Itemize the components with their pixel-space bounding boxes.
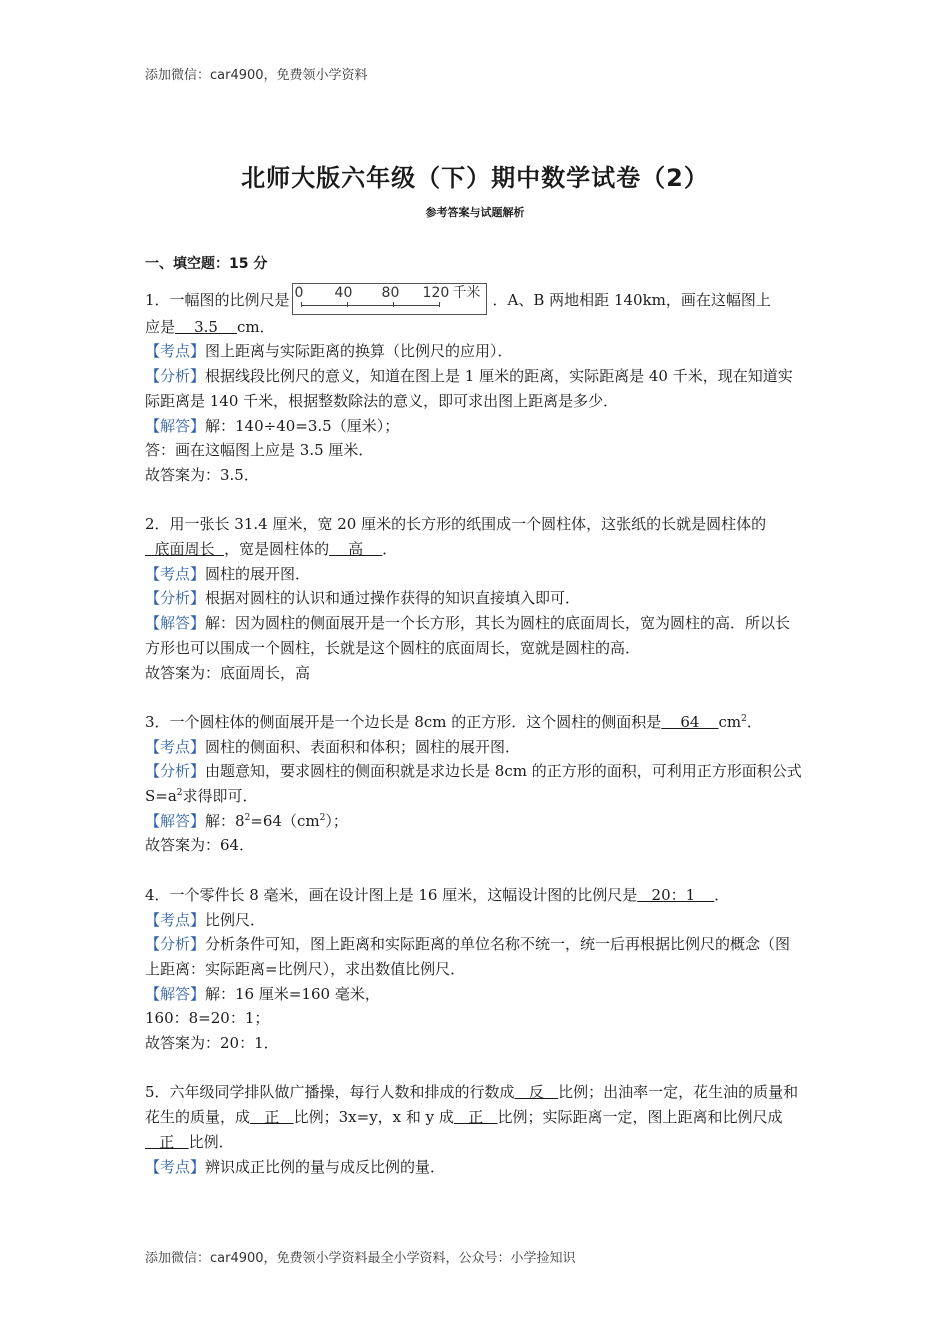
answer-blank: 正 bbox=[453, 1108, 498, 1127]
header-note: 添加微信：car4900，免费领小学资料 bbox=[145, 68, 368, 83]
fenxi: 【分析】由题意知，要求圆柱的侧面积就是求边长是 8cm 的正方形的面积，可利用正方形面积公式 $S=a^2$求得即可． bbox=[145, 762, 802, 806]
fenxi: 【分析】分析条件可知，图上距离和实际距离的单位名称不统一，统一后再根据比例尺的概念（图上距离：实际距离=比例尺），求出数值比例尺． bbox=[145, 935, 791, 978]
jieda: 【解答】解：16 厘米=160 毫米， bbox=[145, 984, 380, 1003]
answer-line: 故答案为：20：1． bbox=[145, 1034, 279, 1053]
footer-note: 添加微信：car4900，免费领小学资料最全小学资料，公众号：小学捡知识 bbox=[145, 1251, 576, 1266]
page-title: 北师大版六年级（下）期中数学试卷（2） bbox=[241, 164, 709, 192]
question-4-stem: 4．一个零件长 8 毫米，画在设计图上是 16 厘米，这幅设计图的比例尺是 20：1 ． bbox=[145, 885, 730, 904]
jieda: 【解答】解：因为圆柱的侧面展开是一个长方形，其长为圆柱的底面周长，宽为圆柱的高．所以长方形也可以围成一个圆柱，长就是这个圆柱的底面周长，宽就是圆柱的高． bbox=[145, 614, 791, 657]
answer-blank: 3.5 bbox=[175, 317, 238, 336]
content: 一、填空题：15 分 1．一幅图的比例尺是 0 40 80 120 千米 ．A、B 两地相距 140km，画在这幅图上 应是 3.5 cm． 【考点】图上距离与实际距离的换算（比例尺的应用）． 【分析】根据线段比例尺的意义，知道在图上是 1 厘米的距离，实际距离是 40 千米，现在知道实际距离是 140 千米，根据整数除法的意义，即可求出图上距离是多少． 【解答】解：140÷40=3.5（厘米）； 答：画在这幅图上应是 3.5 厘米． 故答案为：3.5． 2．用一张长 31.4 厘米，宽 20 厘米的长方形的纸围成一个圆柱体，这张纸的长就是圆柱体的 底面周长 ，宽是圆柱体的 高 ． 【考点】圆柱的展开图． 【分析】根据对圆柱的认识和通过操作获得的知识直接填入即可． 【解答】解：因为圆柱的侧面展开是一个长方形，其长为圆柱的底面周长，宽为圆柱的高．所以长方形也可以围成一个圆柱，长就是这个圆柱的底面周长，宽就是圆柱的高． 故答案为：底面周长，高 3．一个圆柱体的侧面展开是一个边长是 8cm 的正方形．这个圆柱的侧面积是 64 $cm^2$． 【考点】圆柱的侧面积、表面积和体积；圆柱的展开图． 【分析】由题意知，要求圆柱的侧面积就是求边长是 8cm 的正方形的面积，可利用正方形面积公式 $S=a^2$求得即可． 【解答】解：$8^2=64(cm^2)$； 故答案为：64． 4．一个零件长 8 毫米，画在设计图上是 16 厘米，这幅设计图的比例尺是 20：1 ． 【考点】比例尺． 【分析】分析条件可知，图上距离和实际距离的单位名称不统一，统一后再根据比例尺的概念（图上距离：实际距离=比例尺），求出数值比例尺． 【解答】解：16 厘米=160 毫米， 160：8=20：1； 故答案为：20：1． 5．六年级同学排队做广播操，每行人数和排成的行数成 反 比例；出油率一定，花生油的质量和花生的质量，成 正 比例；3x=y，x 和 y 成 正 比例；实际距离一定，图上距离和比例尺成 正 比例． 【考点】辨识成正比例的量与成反比例的量． bbox=[145, 252, 805, 1179]
answer-blank: 底面周长 bbox=[145, 540, 225, 559]
kaodian: 【考点】图上距离与实际距离的换算（比例尺的应用）． bbox=[145, 342, 513, 361]
answer-line: 故答案为：3.5． bbox=[145, 465, 259, 484]
scale-label: 120 bbox=[422, 284, 450, 301]
fenxi: 【分析】根据对圆柱的认识和通过操作获得的知识直接填入即可． bbox=[145, 589, 581, 608]
scale-bar-figure bbox=[292, 283, 487, 315]
kaodian: 【考点】比例尺． bbox=[145, 910, 266, 929]
scale-line bbox=[301, 305, 439, 306]
question-3-stem: 3．一个圆柱体的侧面展开是一个边长是 8cm 的正方形．这个圆柱的侧面积是 64 $cm^2$． bbox=[145, 712, 762, 731]
question-2-stem: 2．用一张长 31.4 厘米，宽 20 厘米的长方形的纸围成一个圆柱体，这张纸的长就是圆柱体的 底面周长 ，宽是圆柱体的 高 ． bbox=[145, 515, 767, 559]
fenxi: 【分析】根据线段比例尺的意义，知道在图上是 1 厘米的距离，实际距离是 40 千米，现在知道实际距离是 140 千米，根据整数除法的意义，即可求出图上距离是多少． bbox=[145, 367, 793, 410]
answer-blank: 64 bbox=[661, 712, 719, 731]
question-5-stem: 5．六年级同学排队做广播操，每行人数和排成的行数成 反 比例；出油率一定，花生油的质量和花生的质量，成 正 比例；3x=y，x 和 y 成 正 比例；实际距离一定，图上距离和比例尺成 正 比例． bbox=[145, 1083, 799, 1151]
page-subtitle: 参考答案与试题解析 bbox=[425, 206, 525, 219]
scale-tick bbox=[347, 302, 348, 307]
section-heading: 一、填空题：15 分 bbox=[145, 256, 268, 272]
jieda: 【解答】解：140÷40=3.5（厘米）； bbox=[145, 416, 400, 435]
scale-tick bbox=[393, 302, 394, 307]
scale-label: 80 bbox=[381, 284, 400, 301]
answer-line: 故答案为：64． bbox=[145, 836, 255, 855]
answer-blank: 20：1 bbox=[637, 885, 715, 904]
answer-line: 故答案为：底面周长，高 bbox=[145, 663, 311, 682]
kaodian: 【考点】辨识成正比例的量与成反比例的量． bbox=[145, 1157, 446, 1176]
kaodian: 【考点】圆柱的展开图． bbox=[145, 564, 311, 583]
jieda: 【解答】解：$8^2=64(cm^2)$； bbox=[145, 811, 348, 830]
scale-tick bbox=[301, 302, 302, 307]
answer-blank: 正 bbox=[145, 1132, 189, 1151]
kaodian: 【考点】圆柱的侧面积、表面积和体积；圆柱的展开图． bbox=[145, 737, 521, 756]
scale-tick bbox=[439, 302, 440, 307]
answer-blank: 高 bbox=[329, 540, 383, 559]
scale-label: 40 bbox=[334, 284, 353, 301]
answer-blank: 正 bbox=[250, 1108, 294, 1127]
scale-label: 0 bbox=[294, 284, 304, 301]
question-1-stem: 1．一幅图的比例尺是 0 40 80 120 千米 ．A、B 两地相距 140km，画在这幅图上 bbox=[145, 283, 805, 315]
answer-blank: 反 bbox=[514, 1083, 559, 1102]
scale-unit: 千米 bbox=[452, 284, 481, 301]
